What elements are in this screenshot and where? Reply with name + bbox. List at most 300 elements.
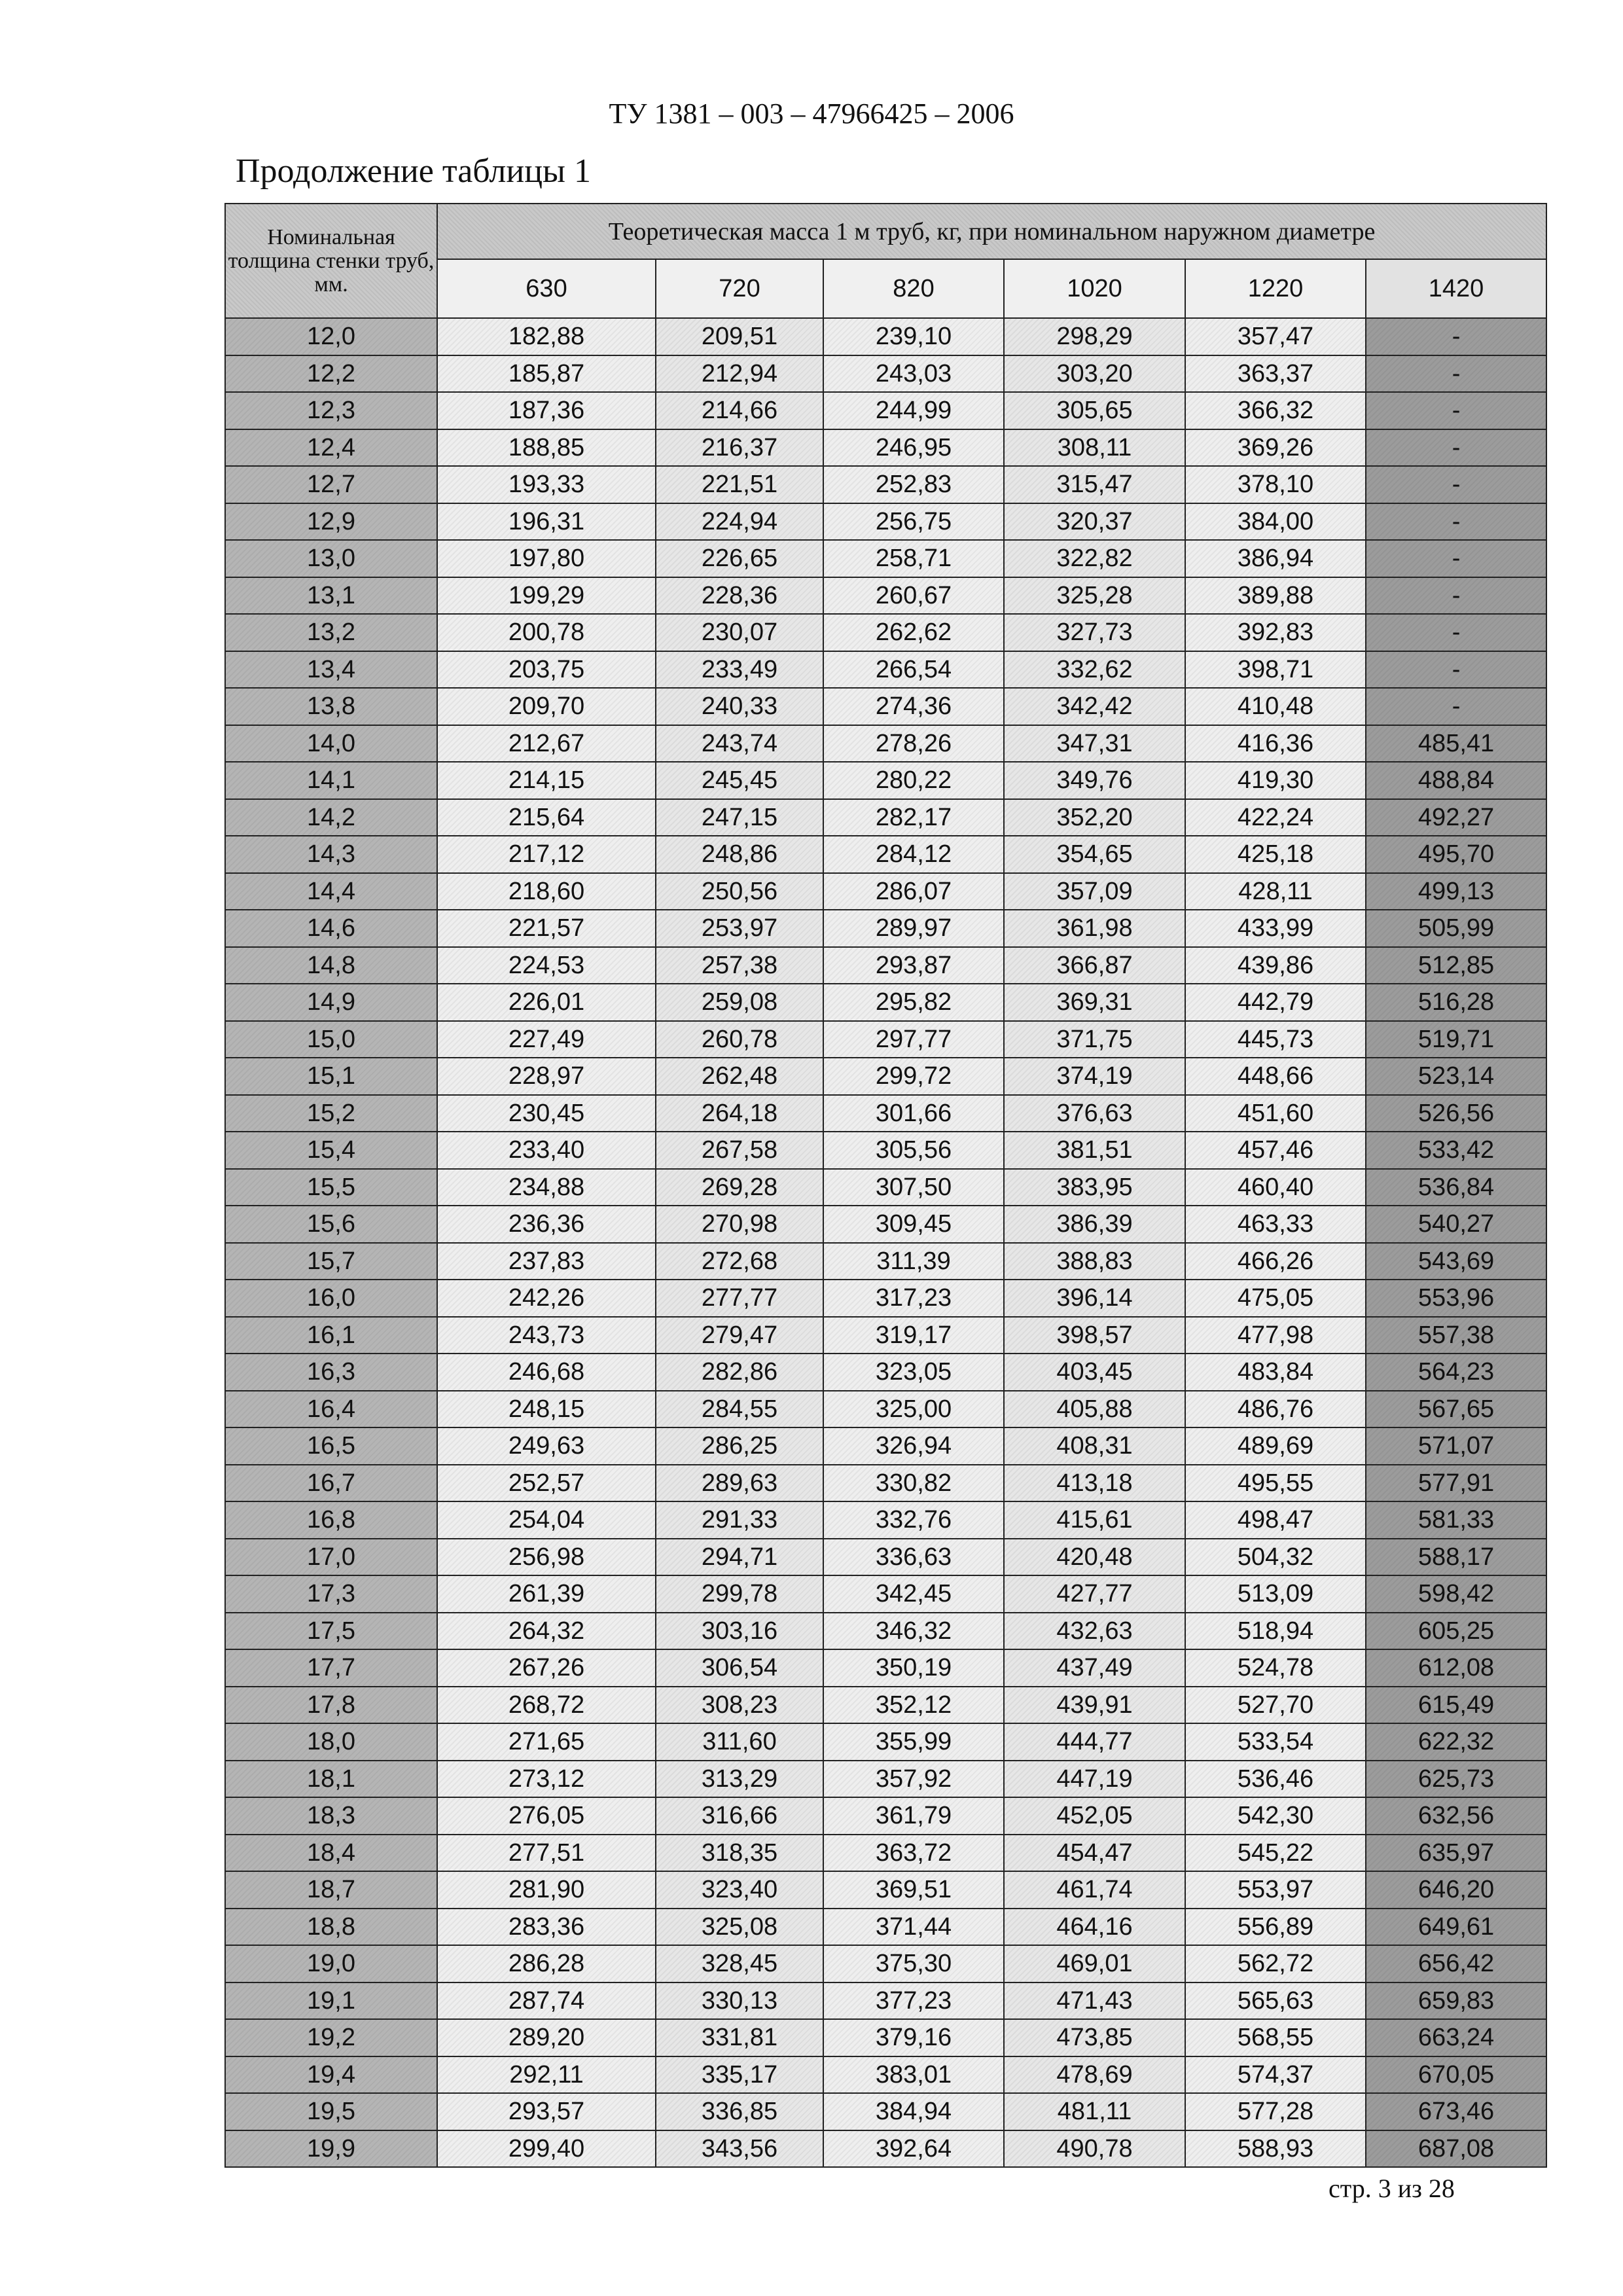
mass-cell-1020: 354,65: [1004, 836, 1185, 873]
mass-cell-820: 293,87: [823, 947, 1004, 984]
mass-cell-1420: 564,23: [1366, 1354, 1546, 1391]
mass-cell-720: 259,08: [656, 984, 823, 1021]
document-code-header: ТУ 1381 – 003 – 47966425 – 2006: [609, 98, 1014, 130]
wall-thickness-cell: 13,2: [225, 614, 437, 651]
mass-cell-1220: 542,30: [1185, 1797, 1366, 1835]
mass-cell-1220: 445,73: [1185, 1021, 1366, 1058]
table-row: [225, 1871, 1546, 1909]
mass-cell-1020: 303,20: [1004, 355, 1185, 393]
wall-thickness-cell: 16,0: [225, 1280, 437, 1317]
mass-cell-1220: 565,63: [1185, 1982, 1366, 2020]
mass-cell-820: 260,67: [823, 577, 1004, 615]
table-row: [225, 1317, 1546, 1354]
mass-cell-720: 286,25: [656, 1427, 823, 1465]
wall-thickness-cell: 14,1: [225, 762, 437, 799]
mass-cell-720: 289,63: [656, 1465, 823, 1502]
table-row: [225, 1575, 1546, 1613]
mass-cell-630: 299,40: [437, 2130, 656, 2168]
mass-cell-1420: -: [1366, 392, 1546, 429]
mass-cell-1420: 649,61: [1366, 1909, 1546, 1946]
mass-cell-630: 267,26: [437, 1649, 656, 1687]
table-row: [225, 355, 1546, 393]
wall-thickness-cell: 13,8: [225, 688, 437, 725]
mass-cell-1020: 461,74: [1004, 1871, 1185, 1909]
table-row: [225, 1280, 1546, 1317]
mass-cell-630: 236,36: [437, 1206, 656, 1243]
wall-thickness-cell: 17,3: [225, 1575, 437, 1613]
mass-cell-1020: 473,85: [1004, 2019, 1185, 2056]
wall-thickness-cell: 14,3: [225, 836, 437, 873]
mass-cell-630: 237,83: [437, 1243, 656, 1280]
mass-cell-720: 284,55: [656, 1391, 823, 1428]
mass-cell-1020: 427,77: [1004, 1575, 1185, 1613]
mass-cell-630: 254,04: [437, 1501, 656, 1539]
table-row: [225, 1465, 1546, 1502]
mass-cell-1420: 485,41: [1366, 725, 1546, 762]
mass-cell-630: 197,80: [437, 540, 656, 577]
mass-cell-720: 250,56: [656, 873, 823, 910]
mass-cell-1220: 562,72: [1185, 1945, 1366, 1982]
mass-cell-1220: 442,79: [1185, 984, 1366, 1021]
mass-cell-1020: 432,63: [1004, 1613, 1185, 1650]
mass-cell-720: 212,94: [656, 355, 823, 393]
table-row: [225, 429, 1546, 467]
mass-cell-820: 282,17: [823, 799, 1004, 836]
mass-cell-820: 295,82: [823, 984, 1004, 1021]
wall-thickness-cell: 18,0: [225, 1723, 437, 1761]
mass-cell-1220: 524,78: [1185, 1649, 1366, 1687]
mass-cell-1420: 553,96: [1366, 1280, 1546, 1317]
wall-thickness-cell: 12,9: [225, 503, 437, 541]
table-body: [225, 318, 1546, 2167]
mass-cell-720: 277,77: [656, 1280, 823, 1317]
mass-cell-1220: 439,86: [1185, 947, 1366, 984]
mass-cell-1020: 413,18: [1004, 1465, 1185, 1502]
mass-cell-630: 273,12: [437, 1761, 656, 1798]
mass-cell-820: 379,16: [823, 2019, 1004, 2056]
mass-cell-1420: -: [1366, 355, 1546, 393]
mass-cell-820: 352,12: [823, 1687, 1004, 1724]
mass-cell-630: 199,29: [437, 577, 656, 615]
mass-cell-1220: 457,46: [1185, 1132, 1366, 1169]
mass-cell-630: 182,88: [437, 318, 656, 355]
wall-thickness-cell: 17,7: [225, 1649, 437, 1687]
table-row: [225, 2019, 1546, 2056]
mass-cell-820: 330,82: [823, 1465, 1004, 1502]
mass-cell-720: 221,51: [656, 466, 823, 503]
mass-cell-1220: 463,33: [1185, 1206, 1366, 1243]
table-row: [225, 392, 1546, 429]
table-row: [225, 1391, 1546, 1428]
table-row: [225, 1723, 1546, 1761]
mass-cell-720: 303,16: [656, 1613, 823, 1650]
mass-cell-630: 212,67: [437, 725, 656, 762]
mass-cell-1020: 371,75: [1004, 1021, 1185, 1058]
diameter-header: 1020: [1004, 259, 1185, 318]
mass-cell-1220: 498,47: [1185, 1501, 1366, 1539]
mass-cell-1420: 519,71: [1366, 1021, 1546, 1058]
mass-cell-720: 282,86: [656, 1354, 823, 1391]
mass-cell-1420: 656,42: [1366, 1945, 1546, 1982]
mass-cell-1020: 398,57: [1004, 1317, 1185, 1354]
mass-cell-1020: 369,31: [1004, 984, 1185, 1021]
table-row: [225, 614, 1546, 651]
mass-cell-1220: 556,89: [1185, 1909, 1366, 1946]
mass-cell-720: 243,74: [656, 725, 823, 762]
mass-cell-720: 209,51: [656, 318, 823, 355]
mass-cell-1220: 489,69: [1185, 1427, 1366, 1465]
wall-thickness-cell: 13,4: [225, 651, 437, 689]
mass-cell-1420: 622,32: [1366, 1723, 1546, 1761]
table-row: [225, 799, 1546, 836]
page-number: стр. 3 из 28: [1329, 2174, 1455, 2203]
mass-cell-720: 228,36: [656, 577, 823, 615]
mass-cell-1220: 433,99: [1185, 910, 1366, 947]
table-row: [225, 1613, 1546, 1650]
mass-cell-720: 245,45: [656, 762, 823, 799]
mass-cell-820: 369,51: [823, 1871, 1004, 1909]
mass-cell-820: 371,44: [823, 1909, 1004, 1946]
mass-cell-1020: 374,19: [1004, 1058, 1185, 1095]
mass-cell-630: 287,74: [437, 1982, 656, 2020]
mass-cell-820: 392,64: [823, 2130, 1004, 2168]
mass-cell-1220: 460,40: [1185, 1169, 1366, 1206]
mass-cell-1420: 588,17: [1366, 1539, 1546, 1576]
mass-cell-720: 291,33: [656, 1501, 823, 1539]
wall-thickness-cell: 19,5: [225, 2093, 437, 2130]
mass-cell-720: 247,15: [656, 799, 823, 836]
mass-cell-1220: 483,84: [1185, 1354, 1366, 1391]
mass-cell-630: 268,72: [437, 1687, 656, 1724]
mass-cell-1420: 516,28: [1366, 984, 1546, 1021]
mass-cell-630: 218,60: [437, 873, 656, 910]
mass-cell-1220: 518,94: [1185, 1613, 1366, 1650]
mass-cell-720: 226,65: [656, 540, 823, 577]
wall-thickness-cell: 16,8: [225, 1501, 437, 1539]
mass-cell-720: 325,08: [656, 1909, 823, 1946]
mass-cell-1020: 471,43: [1004, 1982, 1185, 2020]
mass-cell-1220: 545,22: [1185, 1835, 1366, 1872]
table-row: [225, 503, 1546, 541]
mass-cell-1420: -: [1366, 540, 1546, 577]
mass-cell-1020: 403,45: [1004, 1354, 1185, 1391]
mass-cell-720: 270,98: [656, 1206, 823, 1243]
mass-cell-630: 243,73: [437, 1317, 656, 1354]
mass-cell-720: 267,58: [656, 1132, 823, 1169]
mass-cell-1020: 361,98: [1004, 910, 1185, 947]
wall-thickness-cell: 18,8: [225, 1909, 437, 1946]
mass-cell-820: 246,95: [823, 429, 1004, 467]
mass-cell-1020: 320,37: [1004, 503, 1185, 541]
mass-cell-820: 262,62: [823, 614, 1004, 651]
mass-cell-720: 214,66: [656, 392, 823, 429]
mass-cell-1220: 574,37: [1185, 2056, 1366, 2094]
mass-cell-1020: 352,20: [1004, 799, 1185, 836]
mass-cell-720: 323,40: [656, 1871, 823, 1909]
mass-cell-820: 278,26: [823, 725, 1004, 762]
mass-cell-1420: 577,91: [1366, 1465, 1546, 1502]
mass-cell-1220: 553,97: [1185, 1871, 1366, 1909]
mass-cell-1020: 405,88: [1004, 1391, 1185, 1428]
mass-cell-630: 293,57: [437, 2093, 656, 2130]
wall-thickness-cell: 16,4: [225, 1391, 437, 1428]
mass-cell-1020: 408,31: [1004, 1427, 1185, 1465]
mass-cell-1220: 384,00: [1185, 503, 1366, 541]
table-row: [225, 651, 1546, 689]
mass-cell-1020: 349,76: [1004, 762, 1185, 799]
table-row: [225, 1945, 1546, 1982]
mass-cell-720: 316,66: [656, 1797, 823, 1835]
mass-cell-720: 264,18: [656, 1095, 823, 1132]
mass-cell-1220: 389,88: [1185, 577, 1366, 615]
mass-cell-820: 256,75: [823, 503, 1004, 541]
mass-cell-820: 326,94: [823, 1427, 1004, 1465]
mass-cell-720: 311,60: [656, 1723, 823, 1761]
mass-cell-820: 274,36: [823, 688, 1004, 725]
mass-cell-820: 361,79: [823, 1797, 1004, 1835]
mass-cell-720: 294,71: [656, 1539, 823, 1576]
mass-cell-1020: 464,16: [1004, 1909, 1185, 1946]
mass-cell-630: 230,45: [437, 1095, 656, 1132]
mass-cell-1220: 536,46: [1185, 1761, 1366, 1798]
mass-cell-1220: 527,70: [1185, 1687, 1366, 1724]
mass-cell-720: 248,86: [656, 836, 823, 873]
mass-cell-630: 277,51: [437, 1835, 656, 1872]
mass-cell-820: 357,92: [823, 1761, 1004, 1798]
table-row: [225, 1501, 1546, 1539]
table-row: [225, 2056, 1546, 2094]
mass-cell-820: 375,30: [823, 1945, 1004, 1982]
mass-cell-630: 283,36: [437, 1909, 656, 1946]
mass-cell-630: 228,97: [437, 1058, 656, 1095]
mass-cell-1220: 577,28: [1185, 2093, 1366, 2130]
mass-cell-1220: 475,05: [1185, 1280, 1366, 1317]
mass-cell-630: 289,20: [437, 2019, 656, 2056]
mass-cell-1020: 447,19: [1004, 1761, 1185, 1798]
wall-thickness-cell: 15,1: [225, 1058, 437, 1095]
diameter-header: 1220: [1185, 259, 1366, 318]
table-row: [225, 1649, 1546, 1687]
mass-cell-1220: 419,30: [1185, 762, 1366, 799]
table-row: [225, 1243, 1546, 1280]
mass-cell-1220: 451,60: [1185, 1095, 1366, 1132]
mass-cell-820: 384,94: [823, 2093, 1004, 2130]
mass-cell-820: 350,19: [823, 1649, 1004, 1687]
mass-cell-820: 336,63: [823, 1539, 1004, 1576]
wall-thickness-cell: 14,0: [225, 725, 437, 762]
mass-cell-630: 256,98: [437, 1539, 656, 1576]
table-row: [225, 947, 1546, 984]
mass-cell-720: 313,29: [656, 1761, 823, 1798]
wall-thickness-cell: 12,3: [225, 392, 437, 429]
mass-cell-1220: 588,93: [1185, 2130, 1366, 2168]
mass-cell-1020: 478,69: [1004, 2056, 1185, 2094]
mass-cell-1420: 523,14: [1366, 1058, 1546, 1095]
mass-cell-1220: 410,48: [1185, 688, 1366, 725]
wall-thickness-header: Номинальная толщина стенки труб, мм.: [225, 204, 437, 318]
mass-cell-1220: 448,66: [1185, 1058, 1366, 1095]
table-row: [225, 540, 1546, 577]
mass-cell-720: 253,97: [656, 910, 823, 947]
wall-thickness-cell: 16,3: [225, 1354, 437, 1391]
mass-cell-630: 217,12: [437, 836, 656, 873]
wall-thickness-cell: 15,0: [225, 1021, 437, 1058]
mass-cell-820: 325,00: [823, 1391, 1004, 1428]
mass-cell-1420: -: [1366, 318, 1546, 355]
table-row: [225, 2130, 1546, 2168]
mass-cell-820: 305,56: [823, 1132, 1004, 1169]
mass-cell-630: 292,11: [437, 2056, 656, 2094]
mass-cell-1420: 615,49: [1366, 1687, 1546, 1724]
wall-thickness-cell: 12,0: [225, 318, 437, 355]
mass-cell-1420: 567,65: [1366, 1391, 1546, 1428]
wall-thickness-cell: 18,4: [225, 1835, 437, 1872]
mass-cell-820: 383,01: [823, 2056, 1004, 2094]
mass-cell-720: 257,38: [656, 947, 823, 984]
wall-thickness-cell: 16,5: [225, 1427, 437, 1465]
mass-cell-1420: -: [1366, 651, 1546, 689]
mass-cell-1220: 422,24: [1185, 799, 1366, 836]
mass-cell-720: 330,13: [656, 1982, 823, 2020]
mass-cell-630: 215,64: [437, 799, 656, 836]
mass-cell-1420: 687,08: [1366, 2130, 1546, 2168]
mass-cell-1420: 536,84: [1366, 1169, 1546, 1206]
mass-cell-1420: 499,13: [1366, 873, 1546, 910]
mass-cell-1420: 533,42: [1366, 1132, 1546, 1169]
mass-cell-1020: 439,91: [1004, 1687, 1185, 1724]
mass-cell-1020: 469,01: [1004, 1945, 1185, 1982]
mass-cell-1420: 488,84: [1366, 762, 1546, 799]
table-row: [225, 1761, 1546, 1798]
mass-cell-1420: 612,08: [1366, 1649, 1546, 1687]
mass-cell-820: 297,77: [823, 1021, 1004, 1058]
wall-thickness-cell: 15,7: [225, 1243, 437, 1280]
mass-cell-1020: 347,31: [1004, 725, 1185, 762]
wall-thickness-cell: 18,1: [225, 1761, 437, 1798]
pipe-mass-table: [224, 203, 1547, 2168]
mass-cell-1420: 635,97: [1366, 1835, 1546, 1872]
wall-thickness-cell: 19,9: [225, 2130, 437, 2168]
mass-cell-1420: 492,27: [1366, 799, 1546, 836]
mass-cell-1420: 663,24: [1366, 2019, 1546, 2056]
table-row: [225, 688, 1546, 725]
table-caption: Продолжение таблицы 1: [236, 152, 591, 190]
mass-cell-1220: 477,98: [1185, 1317, 1366, 1354]
mass-cell-720: 299,78: [656, 1575, 823, 1613]
table-row: [225, 984, 1546, 1021]
mass-cell-720: 240,33: [656, 688, 823, 725]
mass-cell-820: 284,12: [823, 836, 1004, 873]
mass-cell-1220: 533,54: [1185, 1723, 1366, 1761]
mass-cell-820: 377,23: [823, 1982, 1004, 2020]
mass-cell-1420: -: [1366, 614, 1546, 651]
mass-cell-720: 230,07: [656, 614, 823, 651]
wall-thickness-cell: 12,2: [225, 355, 437, 393]
mass-cell-720: 318,35: [656, 1835, 823, 1872]
mass-cell-630: 264,32: [437, 1613, 656, 1650]
diameter-header: 1420: [1366, 259, 1546, 318]
table-row: [225, 318, 1546, 355]
wall-thickness-cell: 17,0: [225, 1539, 437, 1576]
mass-cell-1420: 625,73: [1366, 1761, 1546, 1798]
mass-cell-820: 319,17: [823, 1317, 1004, 1354]
mass-cell-720: 331,81: [656, 2019, 823, 2056]
mass-cell-1220: 513,09: [1185, 1575, 1366, 1613]
wall-thickness-cell: 19,2: [225, 2019, 437, 2056]
mass-cell-820: 346,32: [823, 1613, 1004, 1650]
wall-thickness-cell: 14,9: [225, 984, 437, 1021]
mass-cell-1020: 376,63: [1004, 1095, 1185, 1132]
mass-cell-1220: 398,71: [1185, 651, 1366, 689]
mass-cell-1020: 444,77: [1004, 1723, 1185, 1761]
wall-thickness-cell: 19,4: [225, 2056, 437, 2094]
mass-cell-1220: 357,47: [1185, 318, 1366, 355]
mass-cell-630: 185,87: [437, 355, 656, 393]
diameter-header: 630: [437, 259, 656, 318]
mass-cell-1220: 428,11: [1185, 873, 1366, 910]
wall-thickness-cell: 18,7: [225, 1871, 437, 1909]
mass-cell-720: 260,78: [656, 1021, 823, 1058]
mass-cell-820: 311,39: [823, 1243, 1004, 1280]
wall-thickness-cell: 12,7: [225, 466, 437, 503]
mass-cell-1020: 315,47: [1004, 466, 1185, 503]
mass-cell-720: 306,54: [656, 1649, 823, 1687]
mass-cell-630: 187,36: [437, 392, 656, 429]
mass-cell-1020: 308,11: [1004, 429, 1185, 467]
mass-cell-1020: 305,65: [1004, 392, 1185, 429]
mass-cell-720: 336,85: [656, 2093, 823, 2130]
mass-cell-630: 248,15: [437, 1391, 656, 1428]
mass-cell-720: 308,23: [656, 1687, 823, 1724]
mass-cell-1020: 383,95: [1004, 1169, 1185, 1206]
mass-cell-630: 193,33: [437, 466, 656, 503]
mass-cell-1420: 581,33: [1366, 1501, 1546, 1539]
mass-cell-1420: 632,56: [1366, 1797, 1546, 1835]
mass-cell-630: 214,15: [437, 762, 656, 799]
mass-cell-630: 221,57: [437, 910, 656, 947]
mass-cell-820: 289,97: [823, 910, 1004, 947]
mass-cell-1420: 659,83: [1366, 1982, 1546, 2020]
mass-cell-1020: 366,87: [1004, 947, 1185, 984]
wall-thickness-cell: 15,2: [225, 1095, 437, 1132]
mass-cell-630: 196,31: [437, 503, 656, 541]
mass-cell-1420: 571,07: [1366, 1427, 1546, 1465]
mass-cell-720: 343,56: [656, 2130, 823, 2168]
mass-cell-820: 301,66: [823, 1095, 1004, 1132]
mass-cell-1420: 505,99: [1366, 910, 1546, 947]
mass-cell-820: 244,99: [823, 392, 1004, 429]
table-row: [225, 1354, 1546, 1391]
mass-cell-1020: 332,62: [1004, 651, 1185, 689]
wall-thickness-cell: 13,0: [225, 540, 437, 577]
mass-cell-820: 355,99: [823, 1723, 1004, 1761]
mass-cell-630: 209,70: [437, 688, 656, 725]
mass-cell-630: 252,57: [437, 1465, 656, 1502]
mass-cell-720: 262,48: [656, 1058, 823, 1095]
mass-cell-720: 233,49: [656, 651, 823, 689]
mass-cell-1220: 378,10: [1185, 466, 1366, 503]
wall-thickness-cell: 16,1: [225, 1317, 437, 1354]
wall-thickness-cell: 15,5: [225, 1169, 437, 1206]
mass-cell-720: 279,47: [656, 1317, 823, 1354]
mass-cell-1420: 646,20: [1366, 1871, 1546, 1909]
table-row: [225, 1021, 1546, 1058]
wall-thickness-cell: 19,0: [225, 1945, 437, 1982]
wall-thickness-cell: 17,5: [225, 1613, 437, 1650]
mass-cell-720: 335,17: [656, 2056, 823, 2094]
mass-cell-820: 280,22: [823, 762, 1004, 799]
mass-cell-720: 269,28: [656, 1169, 823, 1206]
